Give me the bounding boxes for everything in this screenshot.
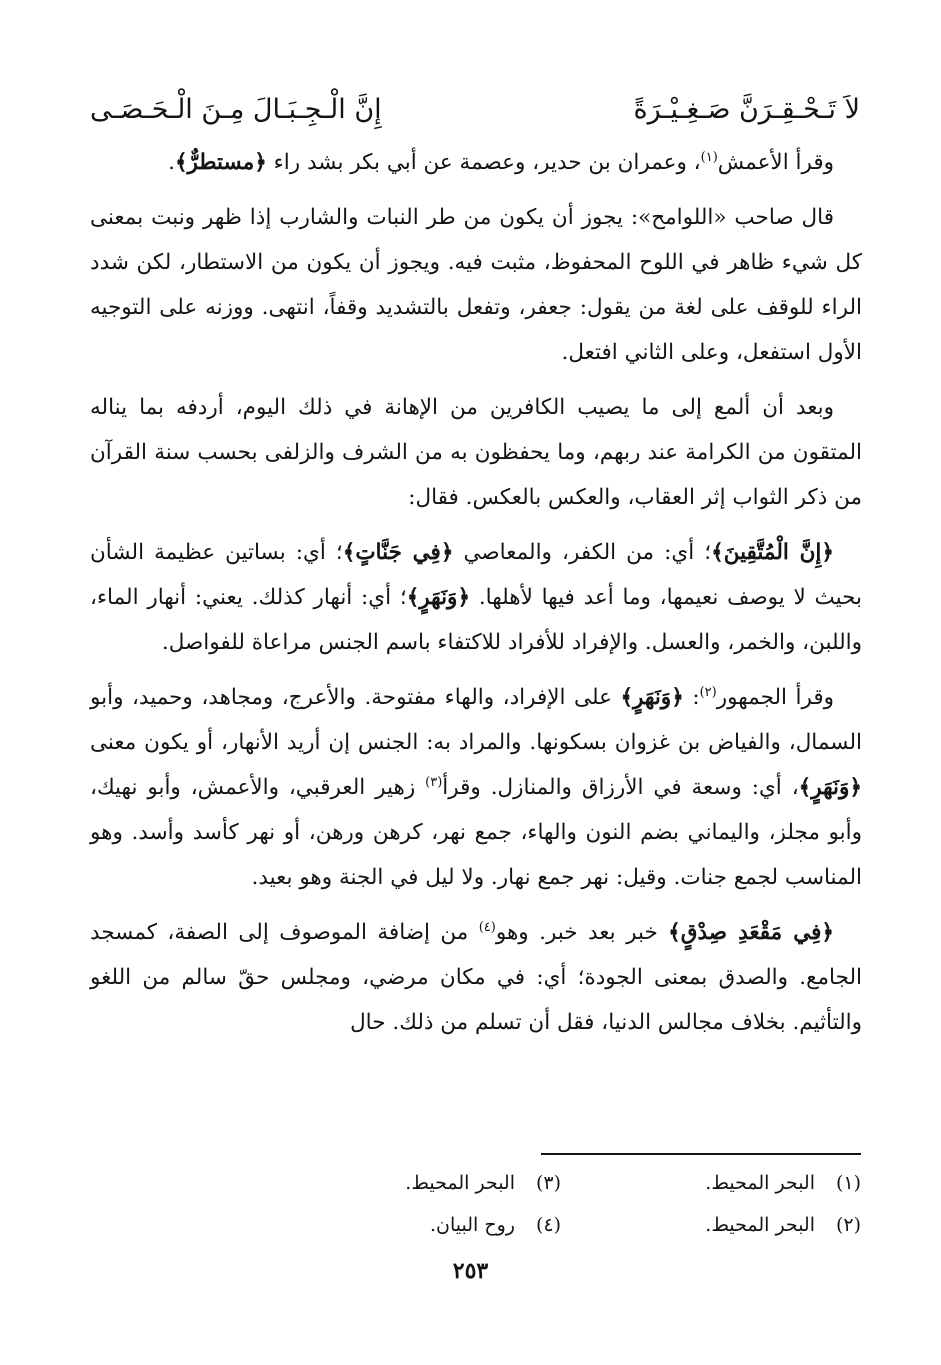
footnote-number: (٤) (535, 1214, 561, 1236)
quran-quote: ﴿وَنَهَرٍ﴾ (798, 775, 862, 800)
quran-quote: ﴿فِي جَنَّاتٍ﴾ (342, 540, 454, 565)
quran-quote: ﴿إِنَّ الْمُتَّقِينَ﴾ (711, 540, 834, 565)
main-text (90, 140, 862, 1045)
paragraph-text: على الإفراد، والهاء مفتوحة. والأعرج، ومجاهد، وحميد، وأبو السمال، والفياض بن غزوان بسكونها. والمراد به: الجنس إن أريد الأنهار، أو يكون معنى (90, 685, 862, 755)
paragraph-text: خبر بعد خبر. وهو (495, 920, 669, 945)
paragraph-text: من إضافة الموصوف إلى الصفة، كمسجد الجامع. والصدق بمعنى الجودة؛ أي: في مكان مرضي، ومجلس حقّ سالم من اللغو والتأثيم. بخلاف مجالس الدنيا، فقل أن تسلم من ذلك. حال (90, 920, 862, 1035)
footnote-marker: (٤) (478, 919, 496, 935)
paragraph-text: ؛ أي: أنهار كذلك. يعني: أنهار الماء، واللبن، والخمر، والعسل. والإفراد للأفراد للاكتفاء باسم الجنس مراعاة للفواصل. (90, 585, 862, 655)
quran-quote: ﴿وَنَهَرٍ﴾ (406, 585, 471, 610)
paragraph-3: وبعد أن ألمع إلى ما يصيب الكافرين من الإهانة في ذلك اليوم، أردفه بما يناله المتقون من الكرامة عند ربهم، وما يحفظون به من الشرف والزلفى بحسب سنة القرآن من ذكر الثواب إثر العقاب، والعكس بالعكس. فقال: (90, 395, 862, 510)
paragraph-text: ، أي: وسعة في الأرزاق والمنازل. وقرأ (442, 775, 799, 800)
paragraph-text: ؛ أي: بساتين عظيمة الشأن بحيث لا يوصف نعيمها، وما أعد فيها لأهلها. (90, 540, 862, 610)
footnote-separator (541, 1153, 861, 1155)
paragraph-text: وقرأ الجمهور (716, 685, 835, 710)
footnote-text: البحر المحيط. (405, 1172, 515, 1194)
paragraph-text: . (168, 150, 175, 175)
paragraph-4 (90, 530, 862, 665)
paragraph-text: : (683, 685, 700, 710)
paragraph-5 (90, 675, 862, 900)
verse-second-hemistich: إِنَّ الْـجِـبَـالَ مِـنَ الْـحَـصَـى (90, 94, 382, 125)
footnote-text: البحر المحيط. (705, 1214, 815, 1236)
footnote-number: (١) (835, 1172, 861, 1194)
quran-quote: ﴿فِي مَقْعَدِ صِدْقٍ﴾ (668, 920, 834, 945)
quran-quote: ﴿مستطرٌّ﴾ (174, 150, 267, 175)
footnote-marker: (١) (700, 149, 718, 165)
paragraph-text: زهير العرقبي، والأعمش، وأبو نهيك، وأبو مجلز، واليماني بضم النون والهاء، جمع نهر، كرهن ورهن، أو نهر كأسد وأسد. وهو المناسب لجمع جنات. وقيل: نهر جمع نهار. ولا ليل في الجنة وهو بعيد. (90, 775, 862, 890)
footnote-marker: (٢) (699, 684, 717, 700)
footnotes (261, 1162, 861, 1246)
footnote-text: البحر المحيط. (705, 1172, 815, 1194)
footnote-2 (561, 1204, 861, 1246)
footnote-number: (٣) (535, 1172, 561, 1194)
footnote-text: روح البيان. (430, 1214, 515, 1236)
footnote-1 (561, 1162, 861, 1204)
quran-quote: ﴿وَنَهَرٍ﴾ (620, 685, 684, 710)
page-number: ٢٥٣ (452, 1258, 489, 1284)
poetry-verse-line (90, 90, 860, 130)
footnote-4 (261, 1204, 561, 1246)
footnote-number: (٢) (835, 1214, 861, 1236)
verse-first-hemistich: لاَ تَـحْـقِـرَنَّ صَـغِـيْـرَةً (633, 94, 860, 125)
paragraph-1 (90, 140, 862, 185)
paragraph-text: ؛ أي: من الكفر، والمعاصي (453, 540, 712, 565)
paragraph-text: وقرأ الأعمش (717, 150, 834, 175)
footnote-marker: (٣) (425, 774, 443, 790)
paragraph-2: قال صاحب «اللوامح»: يجوز أن يكون من طر النبات والشارب إذا ظهر ونبت بمعنى كل شيء ظاهر في اللوح المحفوظ، مثبت فيه. ويجوز أن يكون من الاستطار، لكن شدد الراء للوقف على لغة من يقول: جعفر، وتفعل بالتشديد وقفاً، انتهى. ووزنه على التوجيه الأول استفعل، وعلى الثاني افتعل. (90, 205, 862, 365)
footnote-3 (261, 1162, 561, 1204)
paragraph-text: ، وعمران بن حدير، وعصمة عن أبي بكر بشد راء (266, 150, 701, 175)
paragraph-6 (90, 910, 862, 1045)
